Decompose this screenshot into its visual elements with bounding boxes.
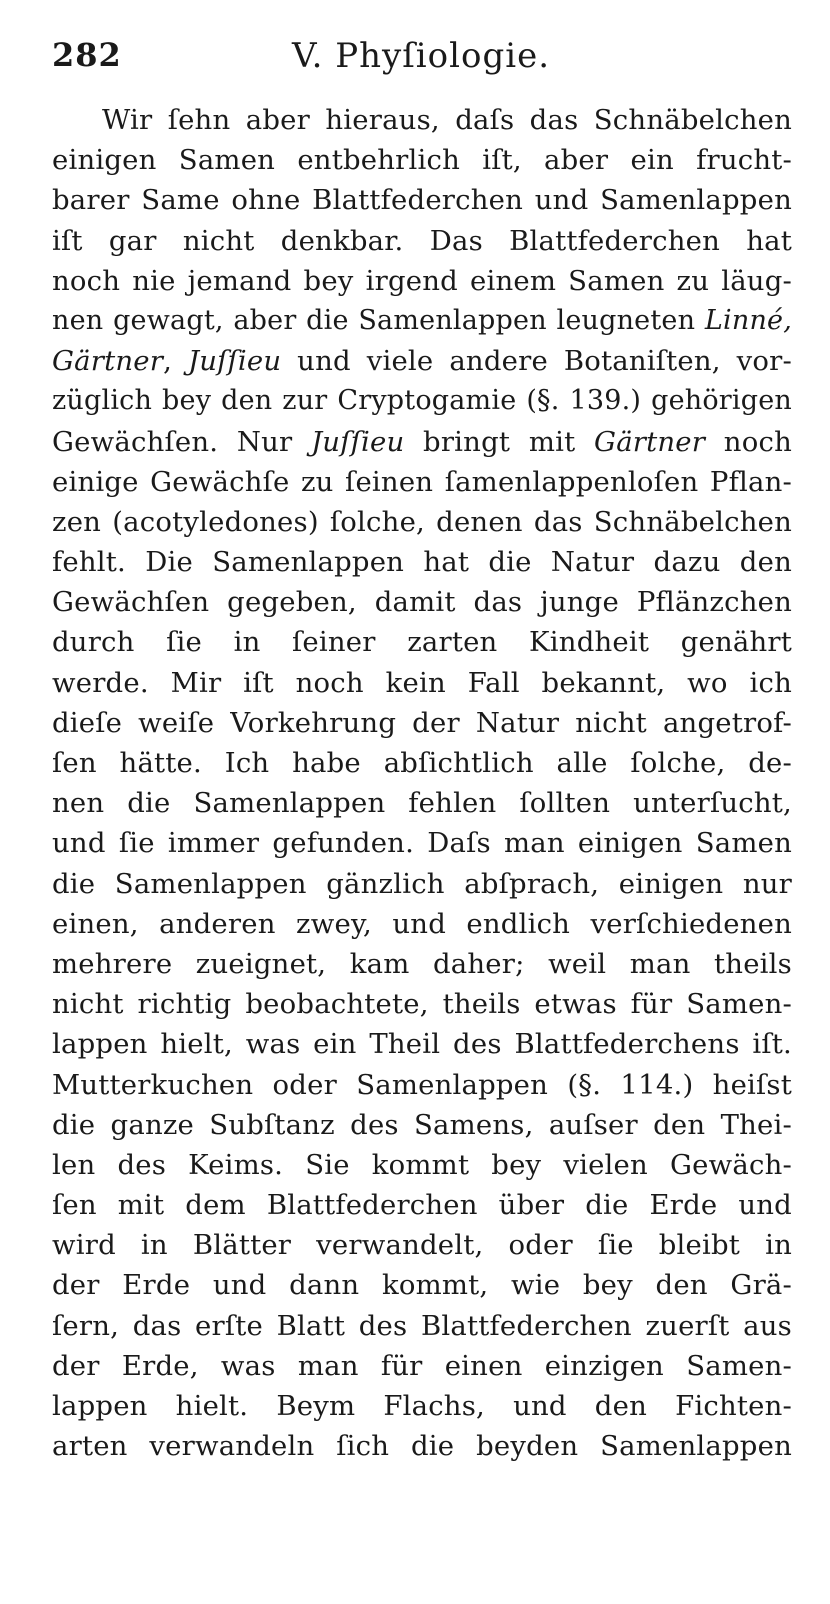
italic-name: Gärtner bbox=[52, 345, 164, 378]
text-line-15: werde. Mir iſt noch kein Fall bekannt, wo ich bbox=[52, 666, 792, 699]
text-line-18: nen die Samenlappen fehlen ſollten unterſucht, bbox=[52, 787, 792, 820]
text-line-10: einige Gewächſe zu ſeinen ſamenlappenloſen Pflan- bbox=[52, 465, 792, 498]
text-line-6-main: nen gewagt, aber die Samenlappen leugneten bbox=[52, 304, 696, 336]
text-line-19: und ſie immer gefunden. Daſs man einigen Samen bbox=[52, 827, 792, 860]
text-line-26: die ganze Subſtanz des Samens, auſser den Thei- bbox=[52, 1108, 792, 1141]
text-line-4: iſt gar nicht denkbar. Das Blattfederchen hat bbox=[52, 224, 792, 257]
text-line-24: lappen hielt, was ein Theil des Blattfederchens iſt. bbox=[52, 1028, 792, 1061]
text-line-14: durch ſie in ſeiner zarten Kindheit genährt bbox=[52, 626, 792, 659]
text-line-8: züglich bey den zur Cryptogamie (§. 139.) gehörigen bbox=[52, 385, 792, 417]
text-line-27: len des Keims. Sie kommt bey vielen Gewäch- bbox=[52, 1148, 792, 1181]
text-line-34: arten verwandeln ſich die beyden Samenlappen bbox=[52, 1430, 792, 1463]
text-line-13: Gewächſen gegeben, damit das junge Pflänzchen bbox=[52, 586, 792, 619]
page-number: 282 bbox=[52, 36, 122, 74]
text-line-5: noch nie jemand bey irgend einem Samen zu läug- bbox=[52, 264, 792, 297]
text-line-20: die Samenlappen gänzlich abſprach, einigen nur bbox=[52, 867, 792, 900]
text-line-30: der Erde und dann kommt, wie bey den Grä- bbox=[52, 1269, 792, 1302]
italic-name-linne: Linné, bbox=[704, 304, 792, 336]
page-header bbox=[52, 30, 792, 80]
text-line-21: einen, anderen zwey, und endlich verſchiedenen bbox=[52, 907, 792, 940]
text-line-17: ſen hätte. Ich habe abſichtlich alle ſolche, de- bbox=[52, 747, 792, 779]
text-line-16: dieſe weiſe Vorkehrung der Natur nicht angetrof- bbox=[52, 706, 792, 739]
text-line-28: ſen mit dem Blattfederchen über die Erde und bbox=[52, 1189, 792, 1222]
text-line-1: Wir ſehn aber hieraus, daſs das Schnäbelchen bbox=[102, 104, 792, 136]
text-line-23: nicht richtig beobachtete, theils etwas für Samen- bbox=[52, 988, 792, 1021]
text-line-3: barer Same ohne Blattfederchen und Samenlappen bbox=[52, 184, 792, 217]
running-head: V. Phyſiologie. bbox=[292, 36, 551, 76]
text-line-32: der Erde, was man für einen einzigen Samen- bbox=[52, 1349, 792, 1382]
italic-name: Gärtner bbox=[594, 425, 706, 458]
body-text bbox=[52, 100, 792, 1466]
text-line-25: Mutterkuchen oder Samenlappen (§. 114.) heiſst bbox=[52, 1068, 792, 1101]
italic-name: Juſſieu bbox=[311, 425, 405, 458]
text-line-9: Gewächſen. Nur Juſſieu bringt mit Gärtner noch bbox=[52, 425, 792, 458]
text-line-7: Gärtner, Juſſieu und viele andere Botaniſten, vor- bbox=[52, 345, 792, 378]
text-line-22: mehrere zueignet, kam daher; weil man theils bbox=[52, 947, 792, 980]
text-line-31: ſern, das erſte Blatt des Blattfederchen zuerſt aus bbox=[52, 1309, 792, 1342]
text-line-12: fehlt. Die Samenlappen hat die Natur dazu den bbox=[52, 546, 792, 579]
text-line-2: einigen Samen entbehrlich iſt, aber ein frucht- bbox=[52, 144, 792, 177]
text-line-33: lappen hielt. Beym Flachs, und den Fichten- bbox=[52, 1390, 792, 1422]
text-line-29: wird in Blätter verwandelt, oder ſie bleibt in bbox=[52, 1229, 792, 1262]
text-line-6 bbox=[52, 301, 792, 341]
italic-name: Juſſieu bbox=[187, 345, 282, 378]
text-line-11: zen (acotyledones) ſolche, denen das Schnäbelchen bbox=[52, 505, 792, 538]
